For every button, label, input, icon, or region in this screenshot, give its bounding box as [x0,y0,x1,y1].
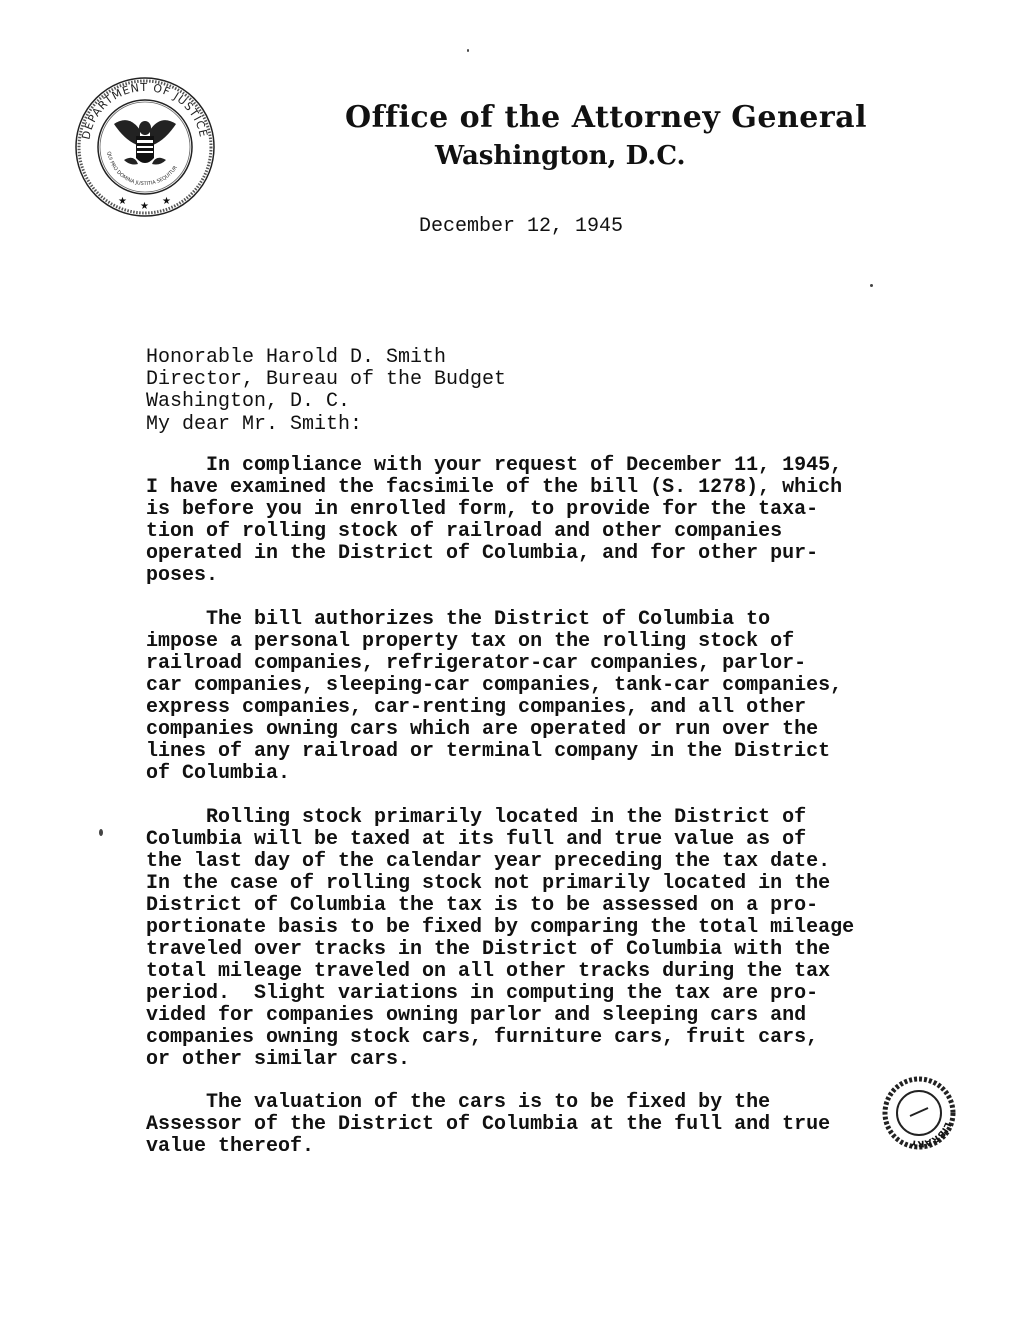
letter-date: December 12, 1945 [419,215,624,238]
letterhead-subtitle: Washington, D.C. [435,141,686,171]
address-line-city: Washington, D. C. [146,390,351,413]
address-line-title: Director, Bureau of the Budget [146,368,507,391]
paragraph-rolling-stock: Rolling stock primarily located in the District of Columbia will be taxed at its full and true value as of the last day of the calendar year preceding the tax date. In the case of rolling stock not primarily located in the District of Columbia the tax is to be assessed on a pro- portionate basis to be fixed by comparing the total mileage traveled over tracks in the District of Columbia with the total mileage traveled on all other tracks during the tax period. Slight variations in computing the tax are pro- vided for companies owning parlor and sleeping cars and companies owning stock cars, furniture cars, fruit cars, or other similar cars. [146,806,855,1071]
paragraph-bill-authorizes: The bill authorizes the District of Columbia to impose a personal property tax on the rolling stock of railroad companies, refrigerator-car companies, parlor- car companies, sleeping-car companies, tank-car companies, express companies, car-renting companies, and all other companies owning cars which are operated or run over the lines of any railroad or terminal company in the District of Columbia. [146,608,843,785]
stamp-text: LIBRARY [910,1120,953,1149]
scan-speck [467,49,469,52]
address-line-name: Honorable Harold D. Smith [146,346,447,369]
paragraph-valuation: The valuation of the cars is to be fixed by the Assessor of the District of Columbia at the full and true value thereof. [146,1091,831,1158]
library-stamp-icon [880,1072,958,1154]
svg-text:★: ★ [118,196,127,207]
seal-motto: QUI PRO DOMINA JUSTITIA SEQUITUR [105,151,179,188]
letterhead-title: Office of the Attorney General [345,100,867,135]
svg-text:★: ★ [162,196,171,207]
salutation: My dear Mr. Smith: [146,413,363,436]
svg-text:★: ★ [140,201,149,212]
department-of-justice-seal-icon [74,76,216,218]
scan-speck [99,829,103,836]
paragraph-compliance: In compliance with your request of December 11, 1945, I have examined the facsimile of the bill (S. 1278), which is before you in enrolled form, to provide for the taxa- tion of rolling stock of railroad and other companies operated in the District of Columbia, and for other pur- poses. [146,454,843,587]
scan-speck [870,284,873,287]
recipient-address [146,347,506,413]
seal-ring-text: DEPARTMENT OF JUSTICE [79,80,211,141]
